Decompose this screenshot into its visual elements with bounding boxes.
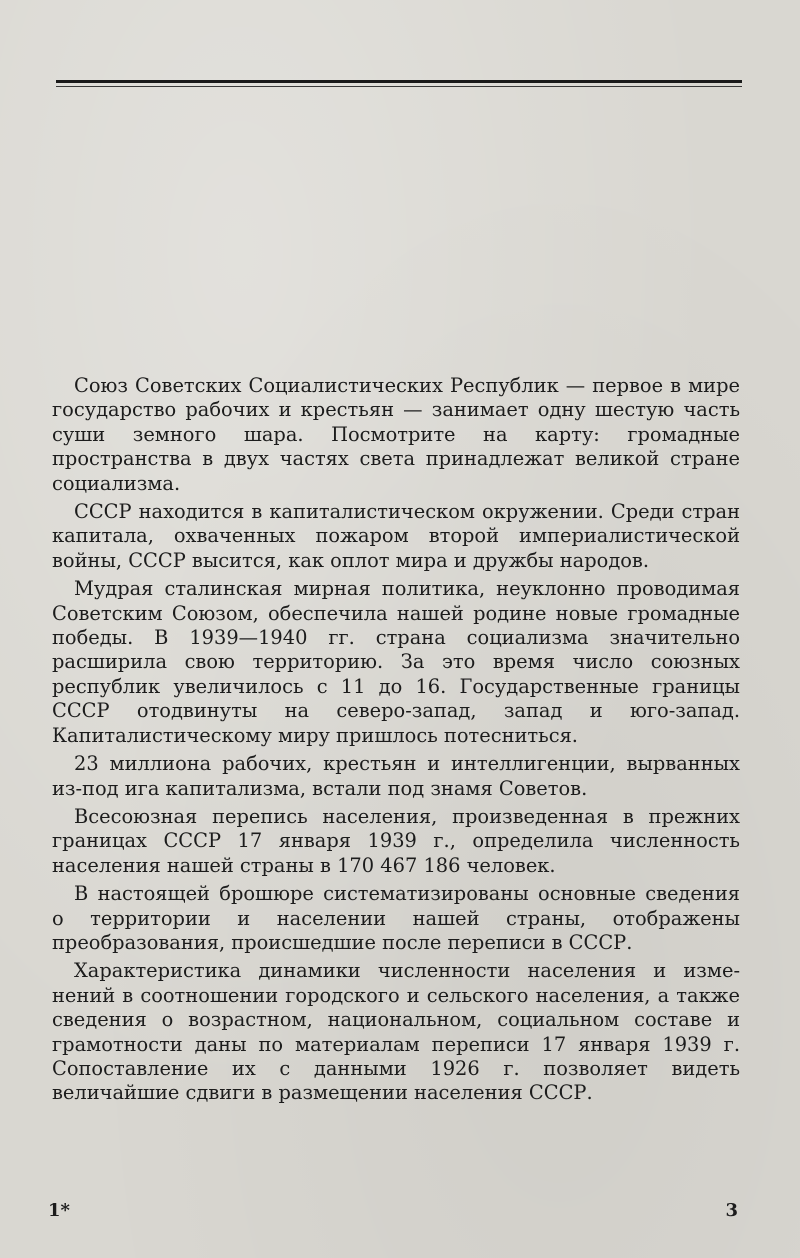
header-rule-thin (56, 86, 742, 87)
paragraph: Характеристика динамики численности населения и изменений в соотношении городского и сельского населения, а также сведения о возрастном, национальном, социальном составе и грамотности даны по материалам переписи 17 января 1939 г. Сопоставление их с данными 1926 г. позволяет видеть величайшие сдвиги в размещении населения СССР. (52, 959, 740, 1105)
body-text (52, 374, 740, 1110)
paragraph: СССР находится в капиталистическом окружении. Среди стран капитала, охваченных пожаром второй империалистической войны, СССР высится, как оплот мира и дружбы народов. (52, 500, 740, 572)
paragraph: Союз Советских Социалистических Республик — первое в мире государство рабочих и крестьян — занимает одну шестую часть суши земного шара. Посмотрите на карту: громадные пространства в двух частях света принадлежат великой стране социализма. (52, 374, 740, 495)
page-number: 3 (725, 1200, 738, 1221)
paragraph: В настоящей брошюре систематизированы основные сведения о территории и населении нашей страны, отображены преобразования, происшедшие после переписи в СССР. (52, 882, 740, 954)
paragraph: 23 миллиона рабочих, крестьян и интеллигенции, вырванных из-под ига капитализма, встали под знамя Советов. (52, 752, 740, 800)
header-rule (56, 80, 742, 83)
paragraph: Мудрая сталинская мирная политика, неуклонно проводимая Советским Союзом, обеспечила нашей родине новые громадные победы. В 1939—1940 гг. страна социализма значительно расширила свою территорию. За это время число союзных республик увеличилось с 11 до 16. Государственные границы СССР отодвинуты на северо-запад, запад и юго-запад. Капиталистическому миру пришлось потесниться. (52, 577, 740, 747)
paragraph: Всесоюзная перепись населения, произведенная в прежних границах СССР 17 января 1939 г., определила численность населения нашей страны в 170 467 186 человек. (52, 804, 740, 877)
signature-mark: 1* (48, 1200, 70, 1221)
